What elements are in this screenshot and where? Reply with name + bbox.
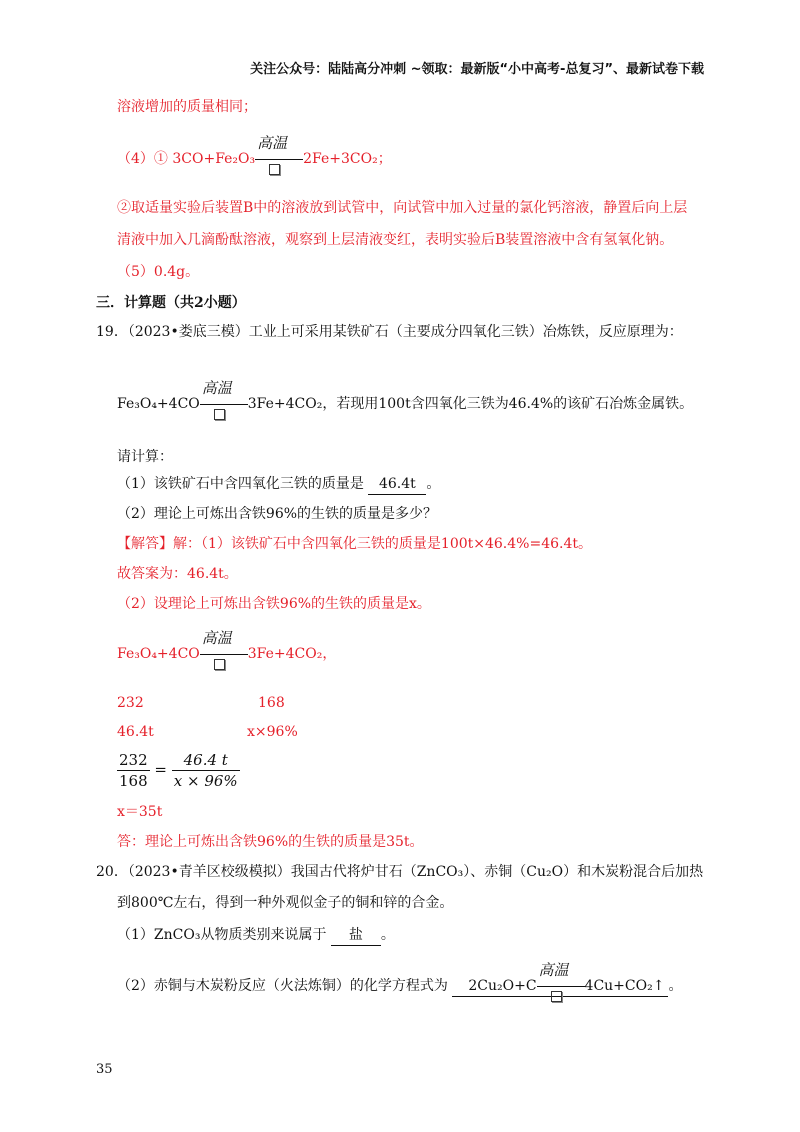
page-header: 关注公众号：陆陆高分冲刺 ~领取：最新版“小中高考-总复习”、最新试卷下载	[250, 62, 704, 77]
q19-part1-answer: 46.4t	[368, 474, 426, 495]
q19-part1	[117, 474, 440, 495]
q5-answer: （5）0.4g。	[117, 264, 200, 280]
fraction-denominator: x × 96%	[173, 772, 238, 790]
condition-text: 高温	[257, 134, 288, 152]
q20-part1-text: （1）ZnCO₃从物质类别来说属于	[117, 927, 327, 943]
q19-intro: 19．（2023•娄底三模）工业上可采用某铁矿石（主要成分四氧化三铁）冶炼铁，反应原理为：	[96, 324, 683, 340]
q20-intro-line2: 到800℃左右，得到一种外观似金子的铜和锌的合金。	[117, 895, 454, 911]
molar-mass-1: 232	[117, 695, 144, 711]
q20-intro-line1: 20．（2023•青羊区校级模拟）我国古代将炉甘石（ZnCO₃）、赤铜（Cu₂O）和木炭粉混合后加热	[96, 864, 704, 880]
q4-part2-line1: ②取适量实验后装置B中的溶液放到试管中，向试管中加入过量的氯化钙溶液，静置后向上层	[117, 200, 688, 216]
unknown-mass: x×96%	[247, 724, 298, 740]
section-title: 三．计算题（共2小题）	[96, 295, 246, 311]
q19-equation2	[117, 629, 337, 664]
q20-eq-right: 4Cu+CO₂↑	[584, 978, 665, 994]
q20-part1	[117, 925, 395, 946]
answer-text: 解：（1）该铁矿石中含四氧化三铁的质量是100t×46.4%=46.4t。	[173, 536, 592, 552]
q20-part2-end: 。	[668, 978, 683, 994]
continued-line: 溶液增加的质量相同；	[117, 99, 257, 115]
q20-part2	[117, 961, 683, 997]
fraction-numerator: 46.4 t	[183, 751, 228, 769]
q4-part2-line2: 清液中加入几滴酚酞溶液，观察到上层清液变红，表明实验后B装置溶液中含有氢氧化钠。	[117, 232, 674, 248]
q4-label: （4）	[117, 151, 154, 167]
q19-answer-line3: （2）设理论上可炼出含铁96%的生铁的质量是x。	[117, 596, 431, 612]
condition-text: 高温	[201, 629, 232, 647]
final-answer: 答：理论上可炼出含铁96%的生铁的质量是35t。	[117, 834, 424, 850]
q19-eq-left: Fe₃O₄+4CO	[117, 396, 200, 412]
q20-eq-left: 2Cu₂O+C	[468, 978, 537, 994]
q20-part2-answer	[452, 961, 668, 997]
q19-answer-line1	[117, 534, 592, 554]
molar-mass-2: 168	[258, 695, 285, 711]
reaction-condition	[200, 379, 248, 408]
q19-eq-right: 3Fe+4CO₂，若现用100t含四氧化三铁为46.4%的该矿石冶炼金属铁。	[247, 396, 694, 412]
q4-eq-left: 3CO+Fe₂O₃	[172, 151, 256, 167]
fraction-right	[172, 750, 240, 791]
fraction-numerator: 232	[119, 751, 148, 769]
q4-circle-num: ①	[153, 151, 168, 167]
fraction-denominator: 168	[119, 772, 148, 790]
reaction-condition	[537, 961, 585, 990]
x-result: x＝35t	[117, 804, 163, 820]
reaction-condition	[255, 134, 303, 163]
condition-box-icon	[214, 409, 225, 420]
q19-answer-line2: 故答案为：46.4t。	[117, 566, 238, 582]
q19-part2: （2）理论上可炼出含铁96%的生铁的质量是多少？	[117, 506, 438, 522]
answer-tag: 【解答】	[117, 536, 173, 552]
given-mass: 46.4t	[117, 724, 154, 740]
q4-equation	[117, 134, 392, 169]
reaction-condition	[200, 629, 248, 658]
equals-sign: =	[154, 760, 167, 779]
fraction-left	[117, 750, 150, 791]
q19-eq2-left: Fe₃O₄+4CO	[117, 646, 200, 662]
page-number: 35	[96, 1062, 113, 1077]
q19-part1-text: （1）该铁矿石中含四氧化三铁的质量是	[117, 476, 364, 492]
q20-part1-end: 。	[380, 927, 395, 943]
condition-box-icon	[269, 164, 280, 175]
condition-box-icon	[551, 991, 562, 1002]
q20-part2-text: （2）赤铜与木炭粉反应（火法炼铜）的化学方程式为	[117, 978, 448, 994]
q19-equation	[117, 379, 694, 414]
condition-text: 高温	[201, 379, 232, 397]
proportion-equation	[117, 750, 240, 791]
condition-text: 高温	[538, 961, 569, 979]
q19-please-calc: 请计算：	[117, 449, 173, 465]
q19-eq2-right: 3Fe+4CO₂，	[247, 646, 337, 662]
condition-box-icon	[214, 659, 225, 670]
q20-part1-answer: 盐	[331, 925, 381, 946]
q19-part1-end: 。	[426, 476, 441, 492]
q4-eq-right: 2Fe+3CO₂；	[303, 151, 392, 167]
